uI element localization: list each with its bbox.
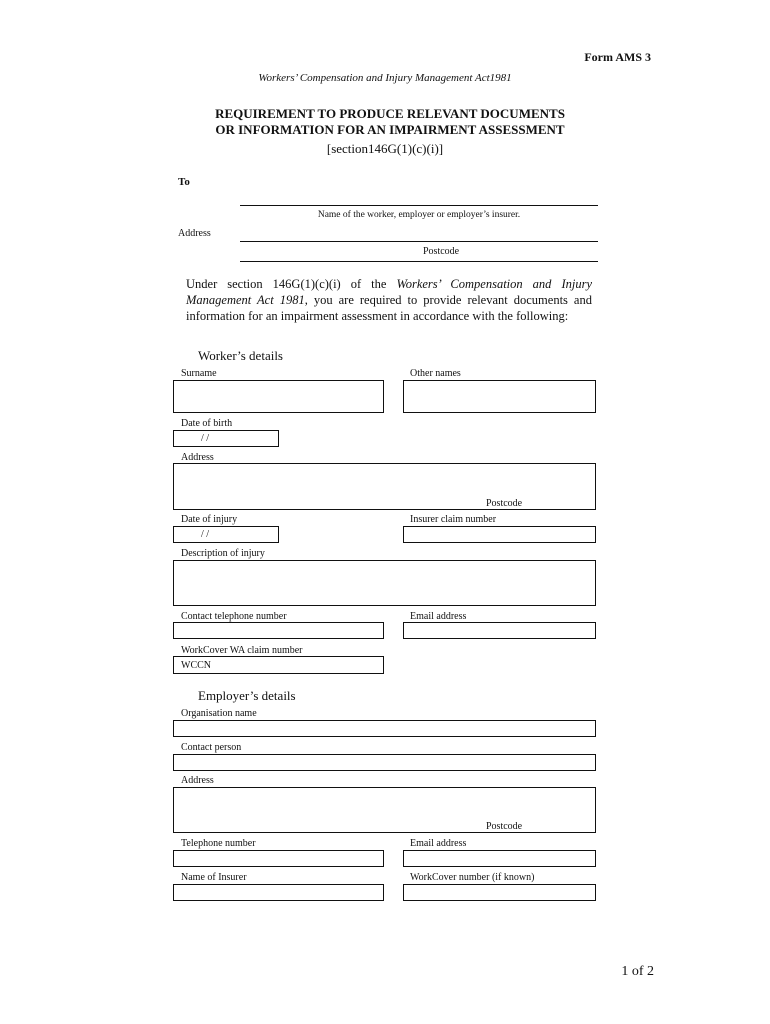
dob-label: Date of birth (181, 418, 233, 429)
intro-text-1: Under section 146G(1)(c)(i) of the (186, 277, 397, 291)
title-line-1: REQUIREMENT TO PRODUCE RELEVANT DOCUMENTS (215, 106, 565, 121)
employer-phone-field[interactable] (173, 850, 384, 867)
surname-label: Surname (181, 368, 217, 379)
recipient-name-caption: Name of the worker, employer or employer’s insurer. (317, 210, 521, 220)
worker-phone-label: Contact telephone number (181, 611, 287, 622)
other-names-label: Other names (410, 368, 461, 379)
worker-phone-field[interactable] (173, 622, 384, 639)
doi-placeholder: / / (201, 529, 210, 540)
insurer-name-label: Name of Insurer (181, 872, 247, 883)
worker-email-field[interactable] (403, 622, 596, 639)
intro-paragraph (186, 276, 592, 324)
dob-field[interactable] (173, 430, 279, 447)
employer-postcode-label: Postcode (486, 821, 523, 832)
section-reference: [section146G(1)(c)(i)] (326, 141, 444, 156)
recipient-address-line[interactable] (240, 241, 598, 242)
employer-details-heading: Employer’s details (198, 688, 296, 703)
worker-details-heading: Worker’s details (198, 348, 283, 363)
to-label: To (178, 176, 190, 188)
org-name-label: Organisation name (181, 708, 257, 719)
employer-address-field[interactable] (173, 787, 596, 833)
contact-person-field[interactable] (173, 754, 596, 771)
employer-address-label: Address (181, 775, 214, 786)
page-number: 1 of 2 (621, 964, 654, 979)
worker-address-label: Address (181, 452, 214, 463)
form-title (0, 106, 770, 138)
workcover-number-label: WorkCover number (if known) (410, 872, 535, 883)
doi-field[interactable] (173, 526, 279, 543)
intro-text-2: , you are required to provide relevant documents and information for an impairment assessment in accordance with the following: (186, 293, 592, 323)
recipient-name-line[interactable] (240, 205, 598, 206)
doi-label: Date of injury (181, 514, 238, 525)
wccn-prefix: WCCN (181, 660, 211, 671)
worker-email-label: Email address (410, 611, 467, 622)
insurer-name-field[interactable] (173, 884, 384, 901)
form-code: Form AMS 3 (584, 50, 651, 64)
employer-email-field[interactable] (403, 850, 596, 867)
recipient-address-label: Address (178, 228, 211, 239)
worker-postcode-label: Postcode (486, 498, 523, 509)
wccn-field[interactable] (173, 656, 384, 674)
workcover-number-field[interactable] (403, 884, 596, 901)
insurer-claim-label: Insurer claim number (410, 514, 497, 525)
worker-address-field[interactable] (173, 463, 596, 510)
wccn-label: WorkCover WA claim number (181, 645, 303, 656)
description-field[interactable] (173, 560, 596, 606)
recipient-postcode-label: Postcode (423, 246, 460, 257)
intro-act-name: Workers’ Compensation and Injury Management Act 1981 (186, 277, 592, 307)
description-label: Description of injury (181, 548, 265, 559)
contact-person-label: Contact person (181, 742, 242, 753)
act-line: Workers’ Compensation and Injury Management Act1981 (258, 72, 512, 84)
employer-email-label: Email address (410, 838, 467, 849)
dob-placeholder: / / (201, 433, 210, 444)
insurer-claim-field[interactable] (403, 526, 596, 543)
employer-phone-label: Telephone number (181, 838, 256, 849)
title-line-2: OR INFORMATION FOR AN IMPAIRMENT ASSESSMENT (215, 122, 565, 137)
surname-field[interactable] (173, 380, 384, 413)
other-names-field[interactable] (403, 380, 596, 413)
org-name-field[interactable] (173, 720, 596, 737)
recipient-postcode-line[interactable] (240, 261, 598, 262)
